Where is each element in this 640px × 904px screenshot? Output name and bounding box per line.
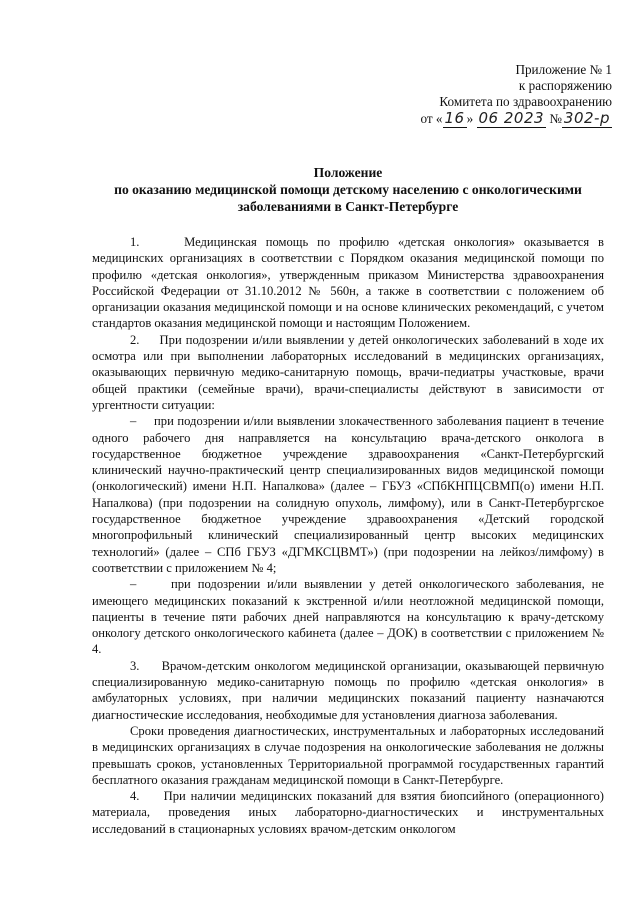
order-date-number: [382, 110, 612, 127]
paragraph-2-item-2: – при подозрении и/или выявлении у детей онкологического заболевания, не имеющего медицинских показаний к экстренной и/или неотложной медицинской помощи, пациенты в течение пяти рабочих дней направляются на консультацию к врачу-детскому онкологу детского онкологического кабинета (далее – ДОК) в соответствии с приложением № 4.: [92, 577, 604, 657]
title-line-3: заболеваниями в Санкт-Петербурге: [237, 199, 459, 214]
paragraph-3: 3. Врачом-детским онкологом медицинской организации, оказывающей первичную специализированную медико-санитарную помощь по профилю «детская онкология» в амбулаторных условиях, при наличии медицинских показаний пациенту назначаются диагностические исследования, необходимые для установления диагноза заболевания.: [92, 658, 604, 722]
appendix-order-ref: к распоряжению: [518, 78, 612, 93]
number-label: №: [549, 111, 562, 126]
appendix-number: Приложение № 1: [515, 62, 612, 77]
title-line-2: по оказанию медицинской помощи детскому населению с онкологическими: [114, 182, 582, 197]
document-title: [92, 164, 604, 215]
handwritten-order-number: 302-р: [563, 109, 610, 127]
document-body: [92, 234, 604, 837]
handwritten-month-year: 06 2023: [478, 109, 545, 127]
paragraph-3-continued: Сроки проведения диагностических, инструментальных и лабораторных исследований в медицинских организациях в случае подозрения на онкологические заболевания не должны превышать сроков, установленных Территориальной программой государственных гарантий бесплатного оказания гражданам медицинской помощи в Санкт-Петербурге.: [92, 723, 604, 787]
appendix-header: [382, 62, 612, 127]
handwritten-day: 16: [444, 109, 465, 127]
paragraph-1: 1. Медицинская помощь по профилю «детская онкология» оказывается в медицинских организациях в соответствии с Порядком оказания медицинской помощи по профилю «детская онкология», утвержденным приказом Министерства здравоохранения Российской Федерации от 31.10.2012 № 560н, а также в соответствии с положением об организации оказания медицинской помощи и на основе клинических рекомендаций, с учетом стандартов оказания медицинской помощи и настоящим Положением.: [92, 235, 604, 331]
title-line-1: Положение: [313, 165, 383, 180]
appendix-committee: Комитета по здравоохранению: [439, 94, 612, 109]
date-prefix: от «: [420, 111, 443, 126]
paragraph-2: 2. При подозрении и/или выявлении у детей онкологических заболеваний в ходе их осмотра или при выполнении лабораторных исследований в медицинских организациях, оказывающих первичную медико-санитарную помощь, врачи-педиатры участковые, врачи общей практики (семейные врачи), врачи-специалисты действуют в зависимости от ургентности ситуации:: [92, 332, 604, 412]
date-mid: »: [466, 111, 474, 126]
paragraph-2-item-1: – при подозрении и/или выявлении злокачественного заболевания пациент в течение одного рабочего дня направляется на консультацию врача-детского онколога в государственное бюджетное учреждение здравоохранения «Санкт-Петербургский клинический научно-практический центр специализированных видов медицинской помощи (онкологический) имени Н.П. Напалкова» (далее – ГБУЗ «СПбКНПЦСВМП(о) имени Н.П. Напалкова) (при подозрении на солидную опухоль, лимфому), или в Санкт-Петербургское государственное бюджетное учреждение здравоохранения «Детский городской многопрофильный клинический специализированный центр высоких медицинских технологий» (далее – СПб ГБУЗ «ДГМКСЦВМТ») (при подозрении на лейкоз/лимфому) в соответствии с приложением № 4;: [92, 414, 604, 575]
paragraph-4: 4. При наличии медицинских показаний для взятия биопсийного (операционного) материала, проведения иных лабораторно-диагностических и инструментальных исследований в стационарных условиях врачом-детским онкологом: [92, 789, 604, 836]
